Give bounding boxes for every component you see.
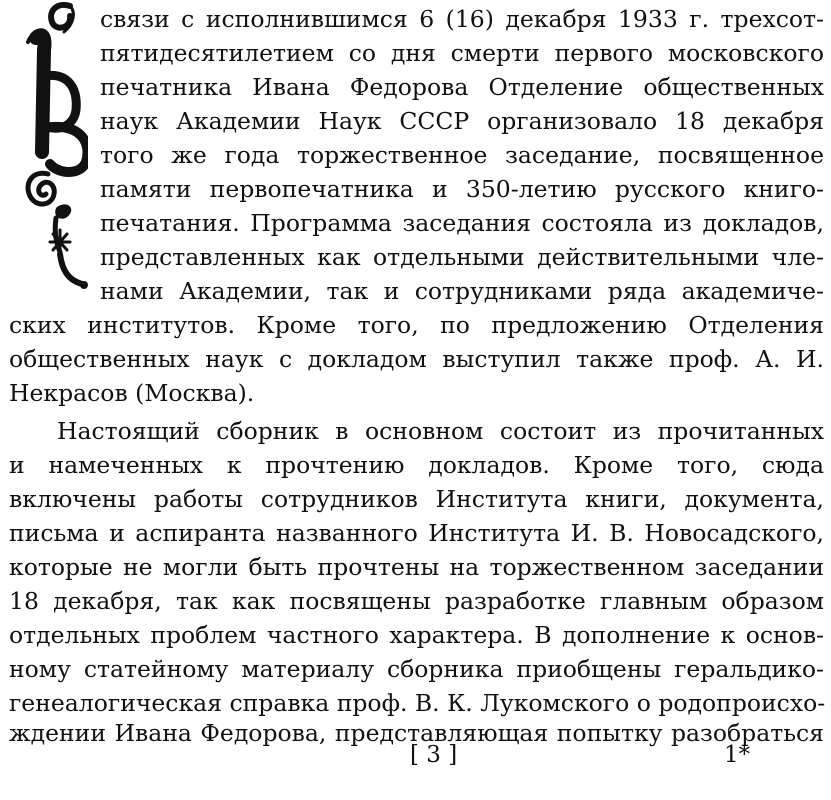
text-line: и намеченных к прочтению докладов. Кроме того, сюда bbox=[9, 451, 824, 479]
text-line: общественных наук с докладом выступил также проф. А. И. bbox=[9, 345, 824, 373]
text-line: генеалогическая справка проф. В. К. Лукомского о родопроисхо- bbox=[9, 689, 826, 717]
text-line: пятидесятилетием со дня смерти первого московского bbox=[100, 39, 824, 67]
text-line: того же года торжественное заседание, посвященное bbox=[100, 141, 824, 169]
signature-mark: 1* bbox=[724, 742, 751, 768]
text-line: нами Академии, так и сотрудниками ряда академиче- bbox=[100, 277, 824, 305]
text-line: 18 декабря, так как посвящены разработке главным образом bbox=[9, 587, 824, 615]
ornamental-initial-v-icon bbox=[18, 2, 88, 292]
page-number: [ 3 ] bbox=[410, 742, 458, 768]
text-line: ждении Ивана Федорова, представляющая попытку разобраться bbox=[9, 719, 824, 747]
text-line: письма и аспиранта названного Института И. В. Новосадского, bbox=[9, 519, 824, 547]
text-line: ских институтов. Кроме того, по предложению Отделения bbox=[9, 311, 824, 339]
text-line: отдельных проблем частного характера. В дополнение к основ- bbox=[9, 621, 824, 649]
text-line: Некрасов (Москва). bbox=[9, 379, 255, 407]
text-line: печатника Ивана Федорова Отделение общественных bbox=[100, 73, 824, 101]
text-line: связи с исполнившимся 6 (16) декабря 1933 г. трехсот- bbox=[100, 5, 824, 33]
text-line: представленных как отдельными действительными чле- bbox=[100, 243, 824, 271]
text-line: ному статейному материалу сборника приобщены геральдико- bbox=[9, 655, 824, 683]
text-line: печатания. Программа заседания состояла из докладов, bbox=[100, 209, 824, 237]
text-line: включены работы сотрудников Института книги, документа, bbox=[9, 485, 824, 513]
text-line: Настоящий сборник в основном состоит из прочитанных bbox=[57, 417, 824, 445]
text-line: которые не могли быть прочтены на торжественном заседании bbox=[9, 553, 824, 581]
text-line: наук Академии Наук СССР организовало 18 декабря bbox=[100, 107, 824, 135]
text-line: памяти первопечатника и 350-летию русского книго- bbox=[100, 175, 824, 203]
